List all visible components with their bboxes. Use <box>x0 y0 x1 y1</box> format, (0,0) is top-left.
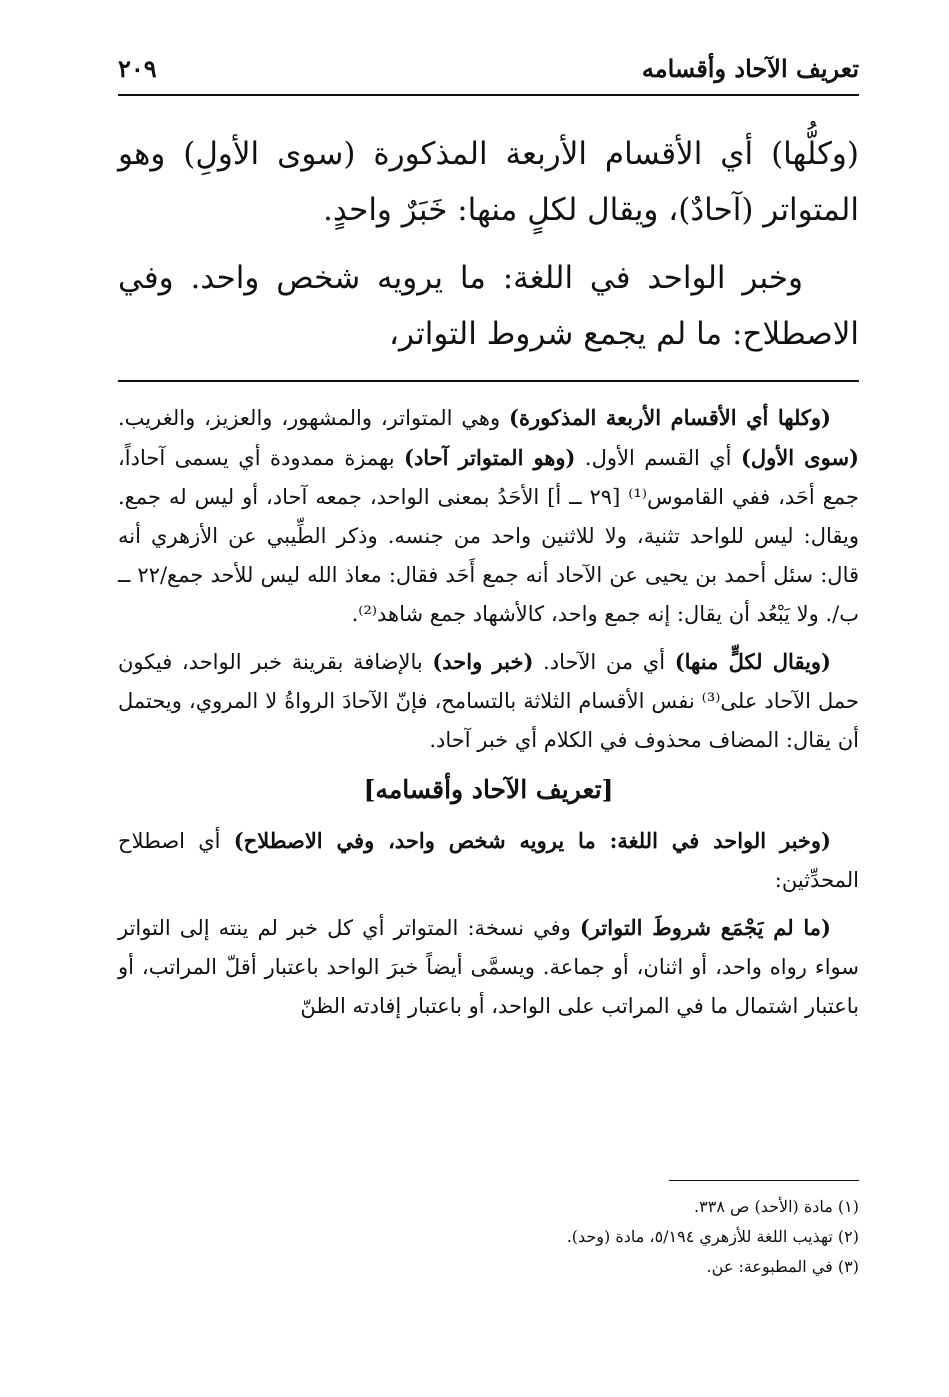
lemma: (ويقال لكلٍّ منها) <box>674 649 831 674</box>
footnote-3: (٣) في المطبوعة: عن. <box>706 1257 859 1276</box>
main-text-divider <box>118 380 859 382</box>
footnote-2: (٢) تهذيب اللغة للأزهري ٥/١٩٤، مادة (وحد). <box>566 1227 859 1246</box>
commentary-text: وهي المتواتر، والمشهور، والعزيز، والغريب. <box>118 406 510 430</box>
footnote-1: (١) مادة (الأحد) ص ٣٣٨. <box>694 1197 859 1216</box>
lemma: (وخبر الواحد في اللغة: ما يرويه شخص واحد، وفي الاصطلاح) <box>233 828 831 853</box>
commentary-paragraph-2 <box>118 642 859 760</box>
page-number: ٢٠٩ <box>118 54 157 83</box>
page-header <box>118 48 859 96</box>
section-heading: [تعريف الآحاد وأقسامه] <box>363 775 614 804</box>
commentary <box>118 398 859 1034</box>
running-title: تعريف الآحاد وأقسامه <box>641 54 859 83</box>
main-text <box>118 126 859 362</box>
commentary-text: أي اصطلاح المحدِّثين: <box>118 829 859 892</box>
footnotes <box>118 1192 859 1282</box>
main-text-paragraph-2: وخبر الواحد في اللغة: ما يرويه شخص واحد. وفي الاصطلاح: ما لم يجمع شروط التواتر، <box>118 260 859 352</box>
lemma: (سوى الأول) <box>740 445 859 470</box>
footnote-divider <box>669 1180 859 1181</box>
lemma: (وكلها أي الأقسام الأربعة المذكورة) <box>509 405 831 430</box>
commentary-text: بالإضافة بقرينة خبر الواحد، فيكون حمل الآحاد على⁽³⁾ نفس الأقسام الثلاثة بالتسامح، فإنّ الآحادَ الرواةُ لا المروي، ويحتمل أن يقال: المضاف محذوف في الكلام أي خبر آحاد. <box>118 650 860 752</box>
commentary-text: أي من الآحاد. <box>533 650 675 674</box>
commentary-text: أي القسم الأول. <box>575 446 741 470</box>
commentary-paragraph-3 <box>118 821 859 900</box>
commentary-text: وفي نسخة: المتواتر أي كل خبر لم ينته إلى التواتر سواء رواه واحد، أو اثنان، أو جماعة. ويسمَّى أيضاً خبرَ الواحد باعتبار أقلّ المراتب، أو باعتبار اشتمال ما في المراتب على الواحد، أو باعتبار إفادته الظنّ <box>118 916 859 1018</box>
main-text-paragraph-1: (وكلُّها) أي الأقسام الأربعة المذكورة (سوى الأولِ) وهو المتواتر (آحادٌ)، ويقال لكلٍ منها: خَبَرٌ واحدٍ. <box>118 136 859 228</box>
lemma: (ما لم يَجْمَع شروطَ التواتر) <box>579 915 831 940</box>
lemma: (خبر واحد) <box>432 649 534 674</box>
commentary-paragraph-1 <box>118 398 859 634</box>
commentary-text: بهمزة ممدودة أي يسمى آحاداً، جمع أحَد، ففي القاموس⁽¹⁾ [٢٩ ــ أ] الأحَدُ بمعنى الواحد، جمعه آحاد، أو ليس له جمع. ويقال: ليس للواحد تثنية، ولا للاثنين واحد من جنسه. وذكر الطِّيبي عن الأزهري أنه قال: سئل أحمد بن يحيى عن الآحاد أنه جمع أَحَد فقال: معاذ الله ليس للأحد جمع/٢٢ ــ ب/. ولا يَبْعُد أن يقال: إنه جمع واحد، كالأشهاد جمع شاهد⁽²⁾. <box>118 446 859 626</box>
lemma: (وهو المتواتر آحاد) <box>404 445 576 470</box>
commentary-paragraph-4 <box>118 908 859 1026</box>
